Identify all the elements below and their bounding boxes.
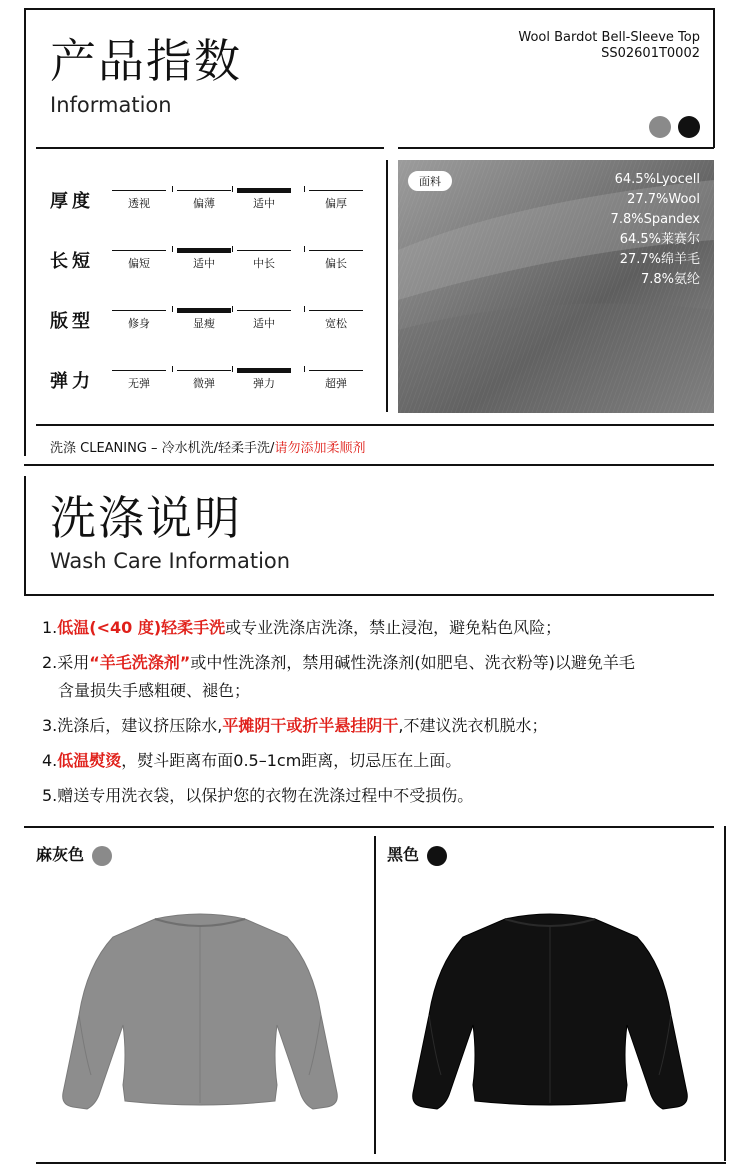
wash-item-4 [42, 750, 722, 772]
composition-line: 64.5%莱赛尔 [619, 232, 700, 247]
item-text: ，熨斗距离布面0.5–1cm距离，切忌压在上面。 [121, 751, 462, 770]
cleaning-instructions [50, 437, 365, 456]
right-border-colors [724, 826, 726, 1161]
item-highlight: 平摊阴干或折半悬挂阴干 [222, 716, 399, 735]
item-highlight: “羊毛洗涤剂” [89, 653, 191, 672]
item-text: 或中性洗涤剂，禁用碱性洗涤剂(如肥皂、洗衣粉等)以避免羊毛 [190, 653, 635, 672]
composition-line: 64.5%Lyocell [614, 172, 700, 187]
scale-line [177, 190, 231, 191]
composition-line: 7.8%氨纶 [640, 272, 700, 287]
scale-option-fit [237, 310, 291, 330]
attr-label-thickness: 厚度 [50, 191, 94, 212]
item-highlight: 低温(<40 度)轻柔手洗 [57, 618, 226, 637]
scale-line [309, 250, 363, 251]
scale-option-label: 透视 [128, 197, 150, 210]
scale-option-elasticity [177, 370, 231, 390]
attr-fabric-divider [386, 160, 388, 412]
divider-colors [24, 826, 714, 828]
product-code: SS02601T0002 [601, 46, 700, 61]
scale-option-length [177, 250, 231, 270]
color-grey-label [36, 842, 112, 866]
scale-tick [232, 186, 233, 192]
scale-option-label: 微弹 [193, 377, 215, 390]
color-dot-black [678, 116, 700, 138]
product-name-text: Wool Bardot Bell-Sleeve Top [518, 30, 700, 45]
scale-line [112, 250, 166, 251]
scale-option-label: 中长 [253, 257, 275, 270]
scale-option-fit [309, 310, 363, 330]
scale-tick [304, 246, 305, 252]
item-text: 2.采用 [42, 653, 90, 672]
scale-option-label: 弹力 [253, 377, 275, 390]
cleaning-text: 洗涤 CLEANING – 冷水机洗/轻柔手洗/ [50, 441, 275, 456]
scale-option-thickness [112, 190, 166, 210]
scale-line [112, 370, 166, 371]
scale-tick [304, 186, 305, 192]
attr-label-elasticity: 弹力 [50, 371, 94, 392]
scale-tick [172, 186, 173, 192]
scale-option-label: 显瘦 [193, 317, 215, 330]
scale-option-thickness [309, 190, 363, 210]
scale-line [237, 250, 291, 251]
scale-option-thickness [237, 190, 291, 210]
wash-item-5 [42, 785, 722, 807]
scale-option-label: 偏长 [325, 257, 347, 270]
right-border-info [713, 8, 715, 148]
fabric-image [398, 160, 714, 413]
wash-title: 洗涤说明 [50, 491, 242, 545]
scale-line [112, 190, 166, 191]
scale-option-fit [177, 310, 231, 330]
scale-selected-bar [177, 248, 231, 253]
scale-option-elasticity [237, 370, 291, 390]
top-border [24, 8, 714, 10]
scale-line [309, 370, 363, 371]
scale-tick [232, 366, 233, 372]
item-text: 5.赠送专用洗衣袋，以保护您的衣物在洗涤过程中不受损伤。 [42, 786, 474, 805]
attr-label-fit: 版型 [50, 311, 94, 332]
scale-tick [304, 366, 305, 372]
scale-option-length [112, 250, 166, 270]
composition-line: 27.7%Wool [627, 192, 700, 207]
scale-option-thickness [177, 190, 231, 210]
scale-line [237, 310, 291, 311]
composition-line: 27.7%绵羊毛 [619, 252, 700, 267]
divider-cleaning-bottom [24, 464, 714, 466]
info-title: 产品指数 [50, 34, 242, 88]
scale-option-label: 适中 [253, 317, 275, 330]
fabric-composition [611, 170, 700, 290]
scale-option-label: 偏厚 [325, 197, 347, 210]
product-name [400, 30, 700, 62]
scale-option-label: 适中 [253, 197, 275, 210]
wash-subtitle: Wash Care Information [50, 549, 291, 573]
color-name: 黑色 [387, 845, 420, 864]
attr-label-length: 长短 [50, 251, 94, 272]
scale-tick [232, 246, 233, 252]
scale-line [309, 190, 363, 191]
left-border-info [24, 8, 26, 456]
wash-item-1 [42, 617, 722, 639]
item-text: 或专业洗涤店洗涤，禁止浸泡，避免粘色风险； [225, 618, 562, 637]
composition-line: 7.8%Spandex [610, 212, 700, 227]
info-subtitle: Information [50, 93, 172, 117]
scale-option-fit [112, 310, 166, 330]
scale-option-label: 适中 [193, 257, 215, 270]
scale-selected-bar [237, 188, 291, 193]
divider-wash [24, 594, 714, 596]
left-border-wash [24, 476, 26, 596]
scale-option-length [309, 250, 363, 270]
item-number: 1. [42, 618, 58, 637]
item-number: 4. [42, 751, 58, 770]
scale-option-label: 偏短 [128, 257, 150, 270]
bottom-border [36, 1162, 726, 1164]
color-dot-grey [649, 116, 671, 138]
scale-option-length [237, 250, 291, 270]
scale-line [112, 310, 166, 311]
scale-option-elasticity [112, 370, 166, 390]
divider-cleaning-top [36, 424, 714, 426]
item-text-line2: 含量损失手感粗硬、褪色； [58, 681, 251, 700]
divider-right [398, 147, 714, 149]
scale-selected-bar [237, 368, 291, 373]
item-text: 3.洗涤后，建议挤压除水, [42, 716, 223, 735]
product-image-grey [55, 905, 345, 1115]
item-highlight: 低温熨烫 [57, 751, 122, 770]
scale-tick [304, 306, 305, 312]
scale-tick [172, 306, 173, 312]
color-swatch [92, 846, 112, 866]
wash-item-2 [42, 652, 722, 702]
cleaning-warning: 请勿添加柔顺剂 [274, 441, 366, 456]
fabric-tag: 面料 [408, 171, 452, 191]
scale-option-label: 宽松 [325, 317, 347, 330]
item-text: ,不建议洗衣机脱水； [398, 716, 548, 735]
scale-option-label: 无弹 [128, 377, 150, 390]
scale-line [309, 310, 363, 311]
scale-option-label: 偏薄 [193, 197, 215, 210]
colors-middle-divider [374, 836, 376, 1154]
scale-option-label: 修身 [128, 317, 150, 330]
scale-option-label: 超弹 [325, 377, 347, 390]
scale-option-elasticity [309, 370, 363, 390]
scale-selected-bar [177, 308, 231, 313]
scale-tick [172, 366, 173, 372]
wash-item-3 [42, 715, 722, 737]
color-name: 麻灰色 [36, 845, 85, 864]
color-swatch [427, 846, 447, 866]
scale-tick [172, 246, 173, 252]
scale-tick [232, 306, 233, 312]
color-black-label [387, 842, 447, 866]
product-image-black [405, 905, 695, 1115]
scale-line [177, 370, 231, 371]
divider-left [36, 147, 384, 149]
